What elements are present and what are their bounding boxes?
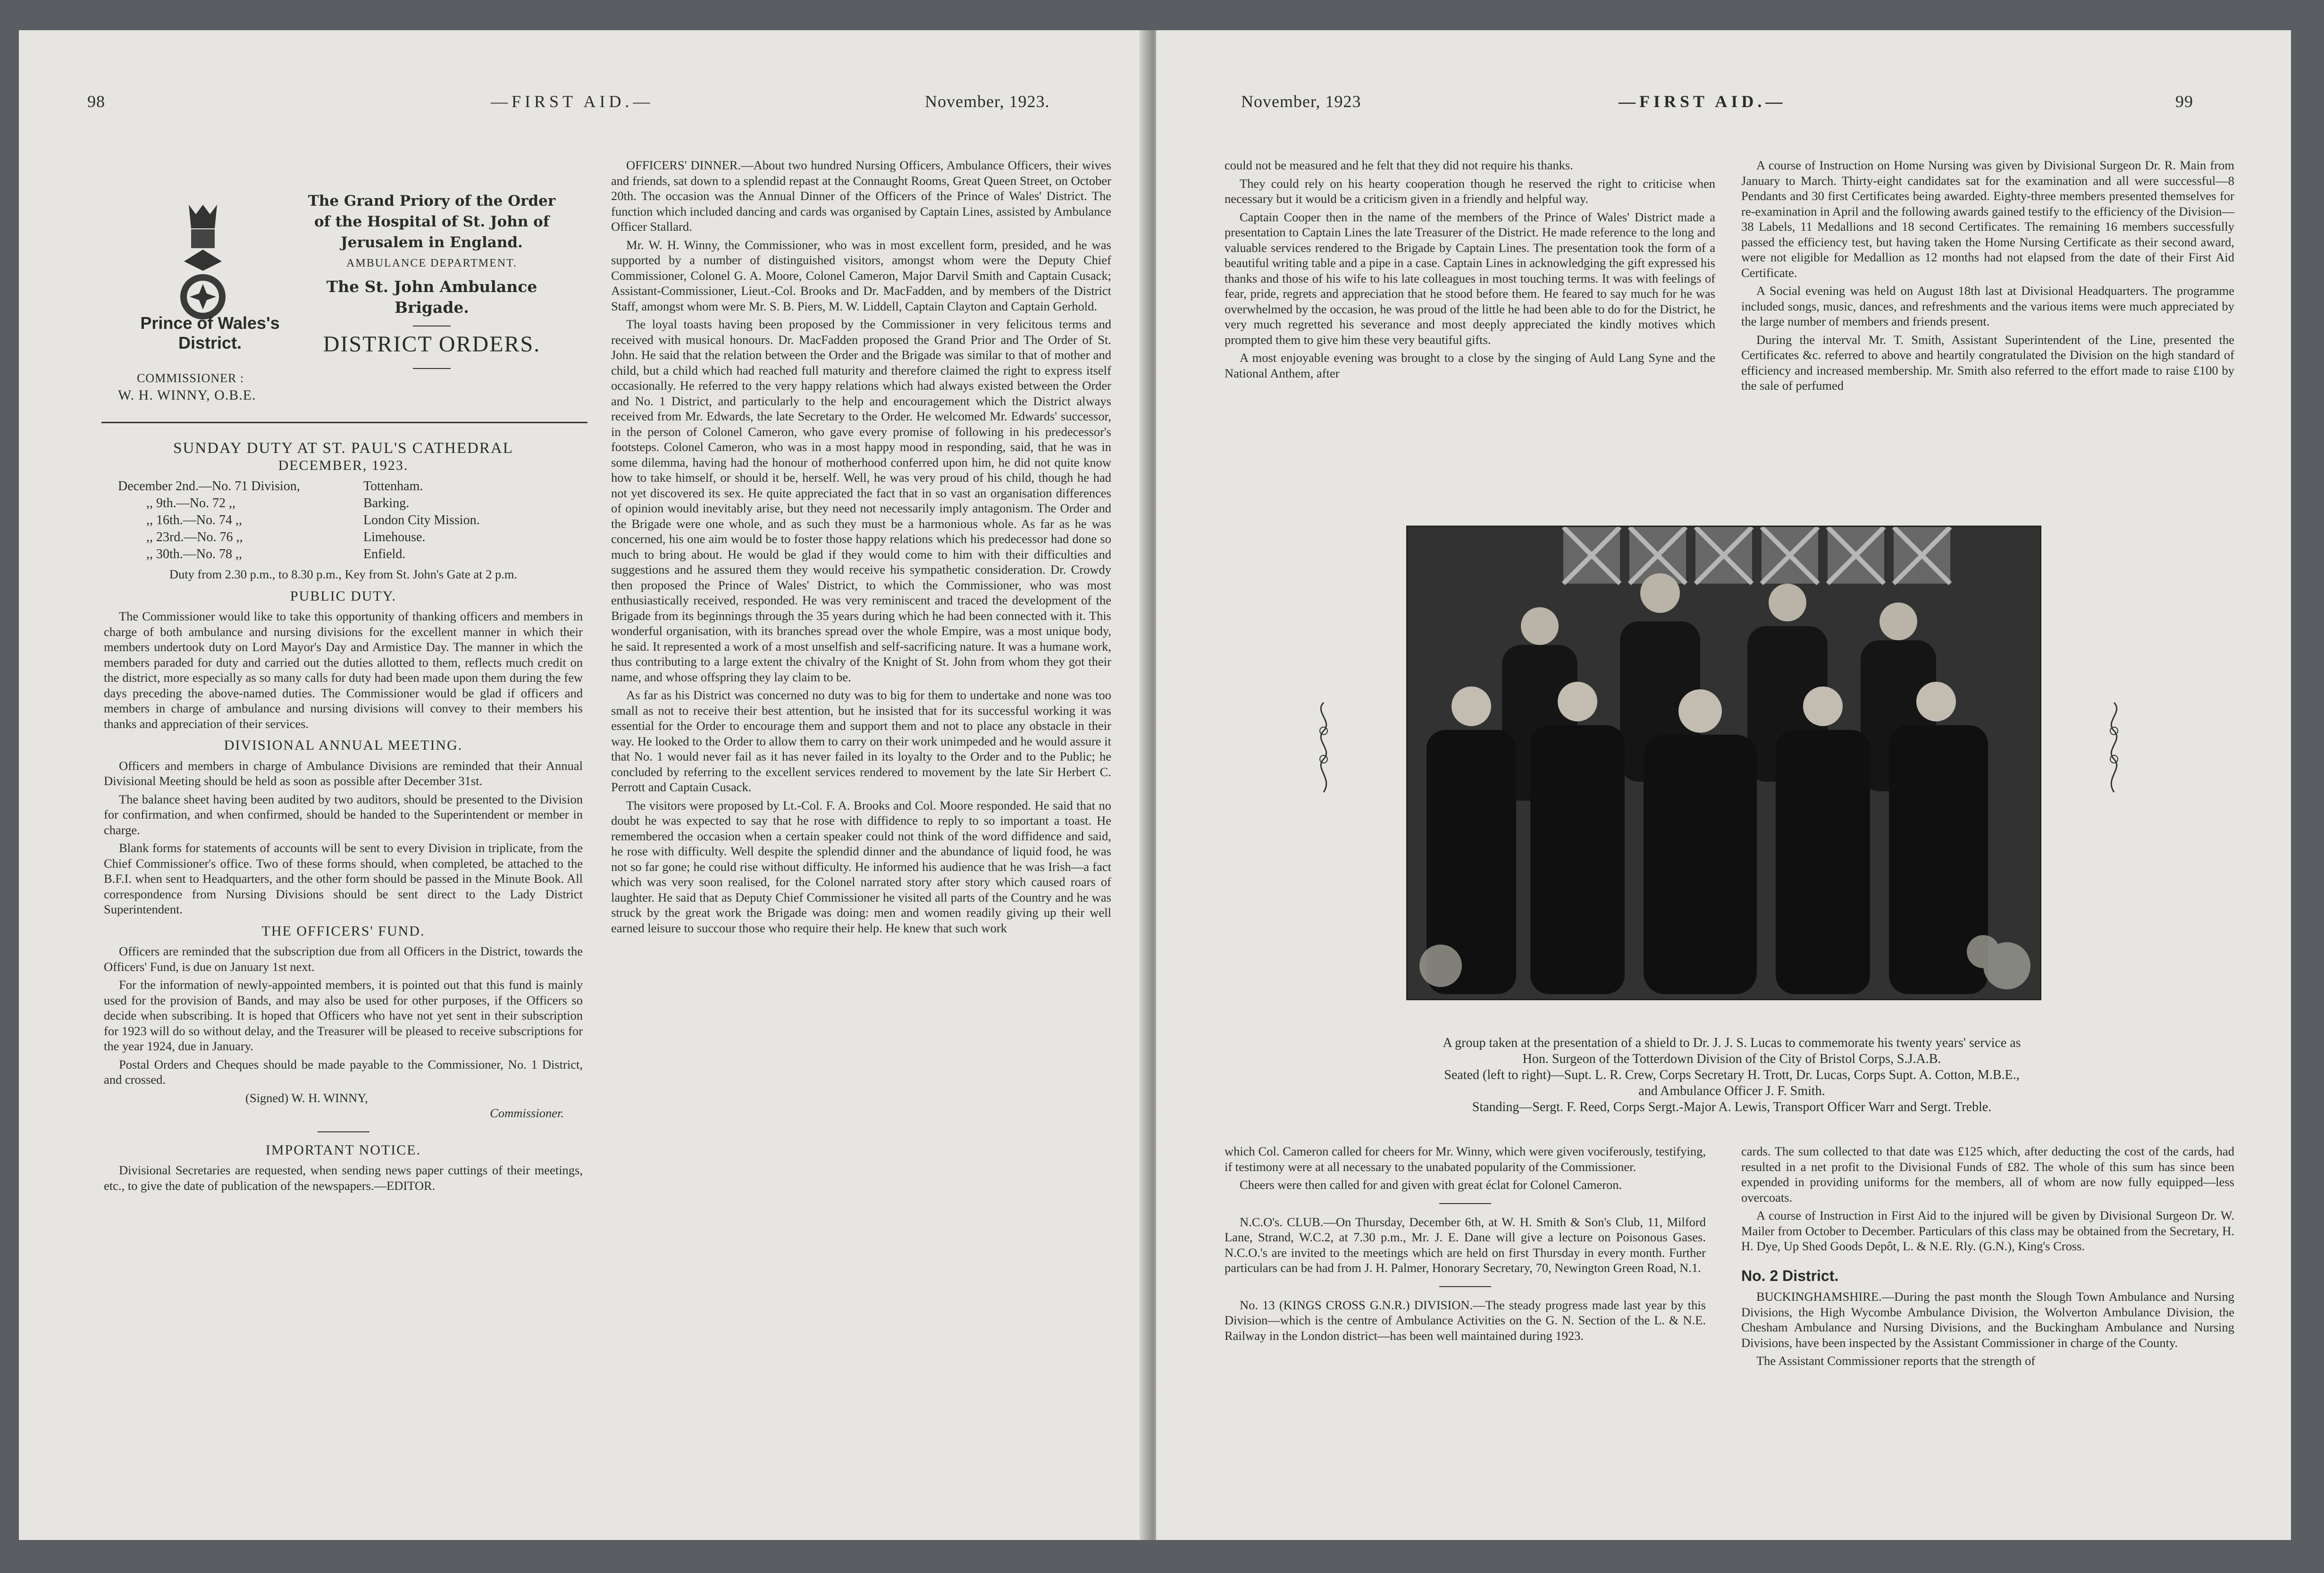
ambulance-department: AMBULANCE DEPARTMENT.	[346, 257, 517, 269]
commissioner-name: W. H. WINNY, O.B.E.	[118, 387, 256, 403]
district-line: District.	[178, 333, 242, 352]
paragraph: could not be measured and he felt that they did not require his thanks.	[1225, 158, 1573, 172]
paragraph: Officers and members in charge of Ambulance Divisions are reminded that their Annual Divisional Meeting should be held as soon as possible after December 31st.	[104, 758, 583, 788]
section-heading: No. 2 District.	[1741, 1267, 1839, 1284]
right-column-1-bottom	[1225, 1144, 1706, 1346]
paragraph: A course of Instruction in First Aid to the injured will be given by Divisional Surgeon Dr. W. Mailer from October to December. Particulars of this class may be obtained from the Secretary, H. H. Dye, Up Shed Goods Depôt, L. & N.E. Rly. (G.N.), King's Cross.	[1741, 1208, 2234, 1253]
paragraph: cards. The sum collected to that date was £125 which, after deducting the cost of the cards, had resulted in a net profit to the Divisional Funds of £82. The whole of this sum has since been expended in providing uniforms for the members, all of whom are now fully equipped—less overcoats.	[1741, 1144, 2234, 1205]
duty-hours: Duty from 2.30 p.m., to 8.30 p.m., Key from St. John's Gate at 2 p.m.	[169, 567, 518, 581]
sunday-duty-subheading: DECEMBER, 1923.	[278, 457, 409, 473]
page-number: 98	[87, 92, 105, 111]
officers-fund-heading: THE OFFICERS' FUND.	[261, 923, 425, 939]
paragraph: A most enjoyable evening was brought to a close by the singing of Auld Lang Syne and the National Anthem, after	[1225, 351, 1715, 380]
photo-caption	[1227, 1035, 2237, 1115]
paragraph: which Col. Cameron called for cheers for Mr. Winny, which were given vociferously, testifying, if testimony were at all necessary to the unabated popularity of the Commissioner.	[1225, 1144, 1706, 1174]
paragraph: They could rely on his hearty cooperation though he reserved the right to criticise when necessary but it would be a criticism given in a friendly and helpful way.	[1225, 176, 1715, 206]
district-orders-title: DISTRICT ORDERS.	[323, 332, 541, 357]
duty-row: ,, 30th.—No. 78 ,, Enfield.	[146, 547, 406, 561]
district-line: Prince of Wales's	[140, 313, 280, 333]
paragraph: The Assistant Commissioner reports that the strength of	[1756, 1354, 2036, 1368]
right-page	[1156, 30, 2291, 1540]
paragraph: Divisional Secretaries are requested, when sending news paper cuttings of their meetings, etc., to give the date of publication of the newspapers.—EDITOR.	[104, 1163, 583, 1193]
paragraph: Mr. W. H. Winny, the Commissioner, who was in most excellent form, presided, and he was supported by a number of distinguished visitors, amongst whom were the Deputy Chief Commissioner, Colonel G. A. Moore, Colonel Cameron, Major Darvil Smith and Captain Cusack; Assistant-Commissioner, Lieut.-Col. Brooks and Dr. MacFadden, and by members of the District Staff, amongst whom were Mr. S. B. Piers, M. W. Liddell, Captain Clayton and Captain Gerhold.	[611, 237, 1111, 313]
annual-meeting-heading: DIVISIONAL ANNUAL MEETING.	[224, 737, 463, 753]
scroll-ornament-icon	[1309, 700, 1338, 795]
public-duty-heading: PUBLIC DUTY.	[290, 588, 397, 604]
sunday-duty-heading: SUNDAY DUTY AT ST. PAUL'S CATHEDRAL	[173, 440, 513, 457]
duty-row: ,, 23rd.—No. 76 ,, Limehouse.	[146, 530, 426, 544]
paragraph: During the interval Mr. T. Smith, Assistant Superintendent of the Line, presented the Certificates &c. referred to above and heartily congratulated the Division on the high standard of efficiency and increased membership. Mr. Smith also referred to the effort made to raise £100 by the sale of perfumed	[1741, 332, 2234, 393]
left-header	[19, 92, 1149, 129]
masthead: —FIRST AID.—	[491, 92, 654, 111]
paragraph: Blank forms for statements of accounts will be sent to every Division in triplicate, from the Chief Commissioner's office. Two of these forms should, when completed, be attached to the B.F.I. when sent to Headquarters, and the other form should be passed in the Minute Book. All correspondence from Nursing Divisions should be sent direct to the Lady District Superintendent.	[104, 841, 583, 916]
paragraph: The Commissioner would like to take this opportunity of thanking officers and members in charge of both ambulance and nursing divisions for the excellent manner in which their members undertook duty on Lord Mayor's Day and Armistice Day. The manner in which the members paraded for duty and carried out the duties allotted to them, reflects much credit on the district, more especially as so many calls for duty had been made upon them during the few days preceding the above-named duties. The Commissioner would be glad if officers and members in charge of ambulance and nursing divisions will convey to their members his thanks and appreciation of their services.	[104, 609, 583, 731]
brigade-title: The St. John Ambulance Brigade.	[326, 277, 537, 317]
paragraph: Postal Orders and Cheques should be made payable to the Commissioner, No. 1 District, and crossed.	[104, 1057, 583, 1087]
order-title: The Grand Priory of the Order	[308, 192, 556, 209]
left-page	[19, 30, 1149, 1540]
order-title: of the Hospital of St. John of	[314, 213, 550, 230]
duty-roster	[118, 478, 583, 563]
issue-date: November, 1923.	[925, 92, 1050, 111]
paragraph: Cheers were then called for and given with great éclat for Colonel Cameron.	[1240, 1178, 1622, 1192]
signature: (Signed) W. H. WINNY,	[245, 1090, 368, 1105]
masthead: —FIRST AID.—	[1619, 92, 1787, 111]
scroll-ornament-icon	[2100, 700, 2128, 795]
commissioner-label: COMMISSIONER :	[137, 371, 244, 385]
paragraph: The visitors were proposed by Lt.-Col. F. A. Brooks and Col. Moore responded. He said that no doubt he was expected to say that he rose with diffidence to reply to so important a toast. He remembered the occasion when a certain speaker could not think of the word diffidence and said, he rose with difficulty. Well despite the splendid dinner and the abundance of liquid food, he was not so far gone; he could rise without difficulty. He informed his audience that he was Irish—a fact which was very soon realised, for the Colonel narrated story after story which caused roars of laughter. He said that as Deputy Chief Commissioner he visited all parts of the Country and he was struck by the great work the Brigade was doing: men and women readily giving up their well earned leisure to succour those who require their help. He knew that such work	[611, 798, 1111, 935]
group-photograph	[1406, 526, 2041, 1000]
right-column-2-bottom	[1741, 1144, 2234, 1372]
paragraph: A course of Instruction on Home Nursing was given by Divisional Surgeon Dr. R. Main from January to March. Thirty-eight candidates sat for the examination and all were successful—8 Pendants and 30 first Certificates being awarded. Eighty-three members presented themselves for re-examination in April and the following awards gained testify to the efficiency of the Division—38 Labels, 11 Medallions and 18 second Certificates. The remaining 16 members successfully passed the efficiency test, but having taken the Home Nursing Certificate as their second award, were not eligible for Medallion as 12 months had not elapsed from the date of their First Aid Certificate.	[1741, 158, 2234, 280]
paragraph: BUCKINGHAMSHIRE.—During the past month the Slough Town Ambulance and Nursing Divisions, the High Wycombe Ambulance Division, the Wolverton Ambulance Division, the Chesham Ambulance and Nursing Divisions, and the Buckingham Ambulance and Nursing Divisions, have been inspected by the Assistant Commissioner in charge of the County.	[1741, 1289, 2234, 1350]
caption-line: Standing—Sergt. F. Reed, Corps Sergt.-Major A. Lewis, Transport Officer Warr and Sergt. Treble.	[1472, 1100, 1992, 1114]
paragraph: The balance sheet having been audited by two auditors, should be presented to the Division for confirmation, and when confirmed, should be handed to the Superintendent or member in charge.	[104, 792, 583, 837]
paragraph: A Social evening was held on August 18th last at Divisional Headquarters. The programme included songs, music, dances, and refreshments and the various items were much appreciated by the large number of members and friends present.	[1741, 284, 2234, 328]
right-column-2-top	[1741, 158, 2234, 396]
left-column-1	[104, 436, 583, 1196]
page-number: 99	[2175, 92, 2193, 111]
right-header	[1156, 92, 2291, 129]
duty-row: December 2nd.—No. 71 Division, Tottenham.	[118, 479, 423, 494]
issue-date: November, 1923	[1241, 92, 1361, 111]
important-notice-heading: IMPORTANT NOTICE.	[265, 1142, 421, 1158]
caption-line: Seated (left to right)—Supt. L. R. Crew, Corps Secretary H. Trott, Dr. Lucas, Corps Supt. A. Cotton, M.B.E.,	[1444, 1068, 2020, 1082]
caption-line: A group taken at the presentation of a shield to Dr. J. J. S. Lucas to commemorate his twenty years' service as	[1443, 1036, 2021, 1050]
paragraph: As far as his District was concerned no duty was to big for them to undertake and none was too small as not to receive their best attention, but he insisted that for its successful working it was essential for the Order to encourage them and support them and not to place any obstacle in their way. He looked to the Order to allow them to carry on their work unimpeded and he would assure it that No. 1 would never fail as it has never failed in its loyalty to the Order and to the Public; he concluded by referring to the excellent services rendered to movement by the late Sir Herbert C. Perrott and Captain Cusack.	[611, 688, 1111, 794]
st-john-crest-icon	[175, 200, 231, 327]
caption-line: and Ambulance Officer J. F. Smith.	[1638, 1084, 1825, 1098]
district-name	[132, 313, 288, 353]
order-title-block	[293, 191, 571, 369]
paragraph: The loyal toasts having been proposed by the Commissioner in very felicitous terms and received with musical honours. Dr. MacFadden proposed the Grand Prior and The Order of St. John. He said that the relation between the Order and the Brigade was similar to that of mother and child, but a child which had reached full maturity and therefore claimed the right to express itself occasionally. He referred to the very happy relations which had always existed between the Order and No. 1 District, and particularly to the help and encouragement which the District always received from Mr. Edwards, the late Secretary to the Order. He welcomed Mr. Edwards' successor, in the person of Colonel Cameron, who gave every promise of following in his predecessor's footsteps. Colonel Cameron, who was in a most happy mood in responding, said, that he was in some dilemma, having had the honour of motherhood conferred upon him, he did not quite know how to take himself, or should it be, herself. Well, he was very proud of his child, though he had not yet discovered its sex. He quite appreciated the fact that in so vast an organisation differences of opinion would inevitably arise, but they need not necessarily imply antagonism. The Order and the Brigade were one whole, and as such they must be a harmonious whole. As far as he was concerned, his one aim would be to foster those happy relations which his predecessor had done so much to bring about. He would be glad if they would come to him with their difficulties and suggestions and he assured them they would receive his sympathetic consideration. Dr. Crowdy then proposed the Prince of Wales' District, to which the Commissioner, who was most enthusiastically received, responded. He was very reminiscent and traced the development of the Brigade from its beginnings through the 35 years during which he had been connected with it. This wonderful organisation, with its branches spread over the whole Empire, was a most unique body, he said. It represented a work of a most unselfish and self-sacrificing nature. It was a humane work, thus contributing to a large extent the chivalry of the Knight of St. John from whom they got their name, and whose offspring they lay claim to be.	[611, 317, 1111, 684]
paragraph: For the information of newly-appointed members, it is pointed out that this fund is mainly used for the provision of Bands, and may also be used for other purposes, if the Officers so decide when subscribing. It is hoped that Officers who have not yet sent in their subscription for 1923 will do so without delay, and the Treasurer will be pleased to receive subscriptions for the year 1924, due in January.	[104, 978, 583, 1053]
left-column-2	[611, 158, 1111, 938]
paragraph: N.C.O's. CLUB.—On Thursday, December 6th, at W. H. Smith & Son's Club, 11, Milford Lane, Strand, W.C.2, at 7.30 p.m., Mr. J. E. Dane will give a lecture on Poisonous Gases. N.C.O.'s are invited to the meetings which are held on first Thursday in every month. Further particulars can be had from J. H. Palmer, Honorary Secretary, 70, Newington Green Road, N.1.	[1225, 1214, 1706, 1275]
paragraph: OFFICERS' DINNER.—About two hundred Nursing Officers, Ambulance Officers, their wives and friends, sat down to a splendid repast at the Connaught Rooms, Great Queen Street, on October 20th. The occasion was the Annual Dinner of the Officers of the Prince of Wales' District. The function which included dancing and cards was organised by Captain Lines, assisted by Ambulance Officer Stallard.	[611, 158, 1111, 234]
paragraph: Officers are reminded that the subscription due from all Officers in the District, towards the Officers' Fund, is due on January 1st next.	[104, 944, 583, 974]
caption-line: Hon. Surgeon of the Totterdown Division of the City of Bristol Corps, S.J.A.B.	[1522, 1052, 1941, 1066]
paragraph: Captain Cooper then in the name of the members of the Prince of Wales' District made a presentation to Captain Lines the late Treasurer of the District. He made reference to the long and valuable services rendered to the Brigade by Captain Lines. The presentation took the form of a beautiful writing table and a pipe in a case. Captain Lines in acknowledging the gift expressed his thanks and those of his wife to his late colleagues in most touching terms. It was with feelings of fear, pride, regrets and appreciation that he stood before them. He feared to say much for he was overwhelmed by the occasion, he was proud of the little he had been able to do for the District, he very much regretted his severance and most deeply appreciated the kindly motives which prompted them to give him these very beautiful gifts.	[1225, 209, 1715, 347]
commissioner-block	[118, 370, 256, 404]
order-title: Jerusalem in England.	[341, 234, 523, 251]
right-column-1-top	[1225, 158, 1715, 384]
paragraph: No. 13 (KINGS CROSS G.N.R.) DIVISION.—The steady progress made last year by this Division—which is the centre of Ambulance Activities on the G. N. Section of the L. & N.E. Railway in the London district—has been well maintained during 1923.	[1225, 1297, 1706, 1343]
duty-row: ,, 16th.—No. 74 ,, London City Mission.	[146, 513, 480, 527]
section-rule	[101, 422, 587, 423]
duty-row: ,, 9th.—No. 72 ,, Barking.	[146, 496, 410, 510]
signature-title: Commissioner.	[490, 1106, 564, 1120]
